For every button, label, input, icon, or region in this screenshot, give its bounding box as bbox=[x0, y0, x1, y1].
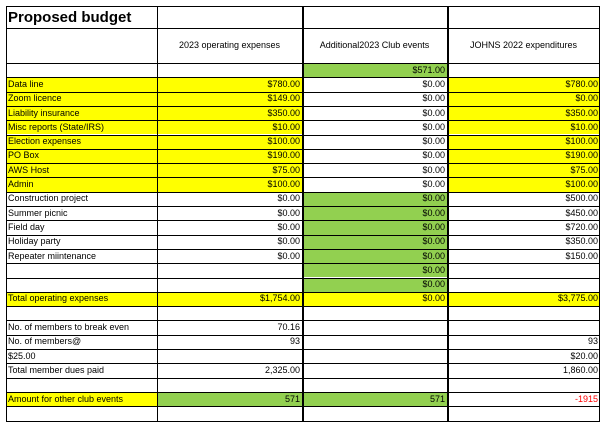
cell-johns-2022: $720.00 bbox=[565, 221, 598, 232]
cell-club-events: $0.00 bbox=[302, 263, 447, 277]
cell-club-events: $0.00 bbox=[302, 192, 447, 206]
grid-line bbox=[447, 6, 449, 421]
cell-club-events bbox=[302, 306, 447, 320]
cell-operating: $0.00 bbox=[277, 207, 300, 218]
cell-club-events: $0.00 bbox=[302, 235, 447, 249]
cell-johns-2022: $350.00 bbox=[565, 236, 598, 247]
cell-johns-2022 bbox=[447, 306, 600, 320]
cell-operating bbox=[157, 278, 302, 292]
cell-johns-2022: $100.00 bbox=[447, 177, 600, 191]
cell-johns-2022: $20.00 bbox=[570, 350, 598, 361]
row-label: Construction project bbox=[8, 193, 89, 204]
cell-club-events bbox=[302, 378, 447, 392]
cell-operating bbox=[157, 306, 302, 320]
row-label bbox=[6, 378, 157, 392]
cell-club-events: $0.00 bbox=[422, 150, 445, 161]
cell-operating: $350.00 bbox=[157, 106, 302, 120]
cell-club-events: $0.00 bbox=[422, 93, 445, 104]
row-label bbox=[6, 278, 157, 292]
grid-line bbox=[6, 421, 600, 422]
cell-club-events bbox=[302, 349, 447, 363]
row-label: Zoom licence bbox=[6, 92, 157, 106]
cell-johns-2022: 93 bbox=[587, 336, 598, 347]
cell-operating: $190.00 bbox=[157, 149, 302, 163]
cell-club-events: $0.00 bbox=[422, 107, 445, 118]
cell-club-events: $0.00 bbox=[422, 136, 445, 147]
cell-club-events: $0.00 bbox=[422, 121, 445, 132]
row-label bbox=[6, 263, 157, 277]
cell-johns-2022: $10.00 bbox=[447, 120, 600, 134]
cell-johns-2022: $780.00 bbox=[447, 77, 600, 91]
cell-club-events: $0.00 bbox=[302, 206, 447, 220]
cell-johns-2022: -1915 bbox=[574, 393, 598, 404]
cell-operating: 571 bbox=[157, 392, 302, 406]
cell-operating: $10.00 bbox=[157, 120, 302, 134]
cell-club-events: $0.00 bbox=[302, 292, 447, 306]
cell-operating: 2,325.00 bbox=[264, 364, 300, 375]
cell-club-events bbox=[302, 406, 447, 420]
grid-line bbox=[599, 6, 600, 421]
cell-johns-2022 bbox=[447, 378, 600, 392]
cell-johns-2022: $3,775.00 bbox=[447, 292, 600, 306]
cell-johns-2022: $0.00 bbox=[447, 92, 600, 106]
row-label: Admin bbox=[6, 177, 157, 191]
cell-club-events: $0.00 bbox=[302, 278, 447, 292]
cell-johns-2022: $150.00 bbox=[565, 250, 598, 261]
cell-club-events: $571.00 bbox=[302, 63, 447, 77]
row-label bbox=[6, 406, 157, 420]
cell-operating: $0.00 bbox=[277, 250, 300, 261]
cell-club-events bbox=[302, 335, 447, 349]
cell-operating: $780.00 bbox=[157, 77, 302, 91]
cell-johns-2022 bbox=[447, 278, 600, 292]
row-label: Summer picnic bbox=[8, 207, 68, 218]
grid-line bbox=[6, 6, 7, 421]
row-label: PO Box bbox=[6, 149, 157, 163]
cell-operating: $0.00 bbox=[277, 236, 300, 247]
row-label: Liability insurance bbox=[6, 106, 157, 120]
row-label: Field day bbox=[8, 221, 45, 232]
row-label: No. of members@ bbox=[8, 336, 82, 347]
cell-johns-2022: $450.00 bbox=[565, 207, 598, 218]
column-header-johns-2022: JOHNS 2022 expenditures bbox=[469, 40, 578, 50]
cell-club-events bbox=[302, 320, 447, 334]
cell-johns-2022: 1,860.00 bbox=[562, 364, 598, 375]
cell-club-events: $0.00 bbox=[422, 164, 445, 175]
column-header-operating: 2023 operating expenses bbox=[178, 40, 281, 50]
row-label: $25.00 bbox=[8, 350, 36, 361]
cell-operating: $100.00 bbox=[157, 135, 302, 149]
cell-operating: $75.00 bbox=[157, 163, 302, 177]
cell-johns-2022: $100.00 bbox=[447, 135, 600, 149]
cell-operating: $0.00 bbox=[277, 193, 300, 204]
cell-johns-2022 bbox=[447, 320, 600, 334]
row-label: Misc reports (State/IRS) bbox=[6, 120, 157, 134]
cell-johns-2022 bbox=[447, 63, 600, 77]
grid-line bbox=[302, 6, 304, 421]
cell-operating bbox=[157, 263, 302, 277]
row-label: Total operating expenses bbox=[6, 292, 157, 306]
cell-operating bbox=[157, 406, 302, 420]
row-label bbox=[6, 63, 157, 77]
row-label: AWS Host bbox=[6, 163, 157, 177]
cell-club-events: $0.00 bbox=[302, 249, 447, 263]
budget-spreadsheet bbox=[6, 6, 600, 410]
row-label: Data line bbox=[6, 77, 157, 91]
row-label bbox=[6, 306, 157, 320]
row-label: Election expenses bbox=[6, 135, 157, 149]
cell-operating: 70.16 bbox=[277, 322, 300, 333]
cell-club-events: 571 bbox=[302, 392, 447, 406]
cell-club-events: $0.00 bbox=[422, 78, 445, 89]
cell-johns-2022 bbox=[447, 406, 600, 420]
cell-operating bbox=[157, 349, 302, 363]
cell-operating bbox=[157, 378, 302, 392]
cell-johns-2022: $500.00 bbox=[565, 193, 598, 204]
cell-club-events: $0.00 bbox=[302, 220, 447, 234]
grid-line bbox=[157, 6, 158, 421]
cell-operating: $0.00 bbox=[277, 221, 300, 232]
row-label: Amount for other club events bbox=[6, 392, 157, 406]
column-header-club-events: Additional2023 Club events bbox=[319, 40, 430, 50]
cell-johns-2022 bbox=[447, 263, 600, 277]
page-title: Proposed budget bbox=[8, 8, 132, 26]
cell-operating: $100.00 bbox=[157, 177, 302, 191]
row-label: Repeater miintenance bbox=[8, 250, 97, 261]
cell-johns-2022: $190.00 bbox=[447, 149, 600, 163]
row-label: Holiday party bbox=[8, 236, 61, 247]
cell-johns-2022: $75.00 bbox=[447, 163, 600, 177]
cell-johns-2022: $350.00 bbox=[447, 106, 600, 120]
cell-club-events: $0.00 bbox=[422, 179, 445, 190]
cell-operating: $1,754.00 bbox=[157, 292, 302, 306]
cell-operating bbox=[157, 63, 302, 77]
cell-operating: $149.00 bbox=[157, 92, 302, 106]
row-label: No. of members to break even bbox=[8, 322, 130, 333]
cell-club-events bbox=[302, 363, 447, 377]
row-label: Total member dues paid bbox=[8, 364, 105, 375]
cell-operating: 93 bbox=[289, 336, 300, 347]
